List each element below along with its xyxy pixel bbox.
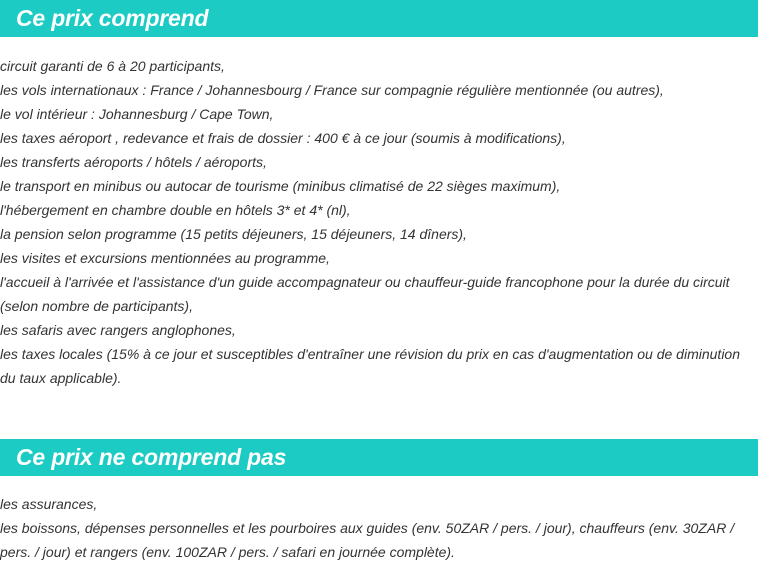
list-item: le transport en minibus ou autocar de tourisme (minibus climatisé de 22 sièges maximum),: [0, 178, 561, 194]
price-excludes-title: Ce prix ne comprend pas: [16, 444, 287, 470]
list-item: l'accueil à l'arrivée et l'assistance d'un guide accompagnateur ou chauffeur-guide francophone pour la durée du circuit (selon nombre de participants),: [0, 274, 730, 314]
list-item: circuit garanti de 6 à 20 participants,: [0, 58, 225, 74]
price-excludes-list: [0, 492, 752, 564]
list-item: les visites et excursions mentionnées au programme,: [0, 250, 330, 266]
list-item: les taxes locales (15% à ce jour et susceptibles d'entraîner une révision du prix en cas d'augmentation ou de diminution du taux applicable).: [0, 346, 740, 386]
price-includes-title: Ce prix comprend: [16, 5, 209, 31]
list-item: les boissons, dépenses personnelles et les pourboires aux guides (env. 50ZAR / pers. / jour), chauffeurs (env. 30ZAR / pers. / jour) et rangers (env. 100ZAR / pers. / safari en journée complète).: [0, 520, 735, 560]
list-item: la pension selon programme (15 petits déjeuners, 15 déjeuners, 14 dîners),: [0, 226, 467, 242]
list-item: les taxes aéroport , redevance et frais de dossier : 400 € à ce jour (soumis à modifications),: [0, 130, 566, 146]
price-includes-header: [0, 0, 758, 37]
list-item: les transferts aéroports / hôtels / aéroports,: [0, 154, 267, 170]
list-item: les vols internationaux : France / Johannesbourg / France sur compagnie régulière mentionnée (ou autres),: [0, 82, 664, 98]
list-item: les assurances,: [0, 496, 98, 512]
list-item: les safaris avec rangers anglophones,: [0, 322, 236, 338]
list-item: le vol intérieur : Johannesburg / Cape Town,: [0, 106, 274, 122]
price-includes-list: [0, 54, 752, 390]
list-item: l'hébergement en chambre double en hôtels 3* et 4* (nl),: [0, 202, 351, 218]
price-excludes-header: [0, 439, 758, 476]
